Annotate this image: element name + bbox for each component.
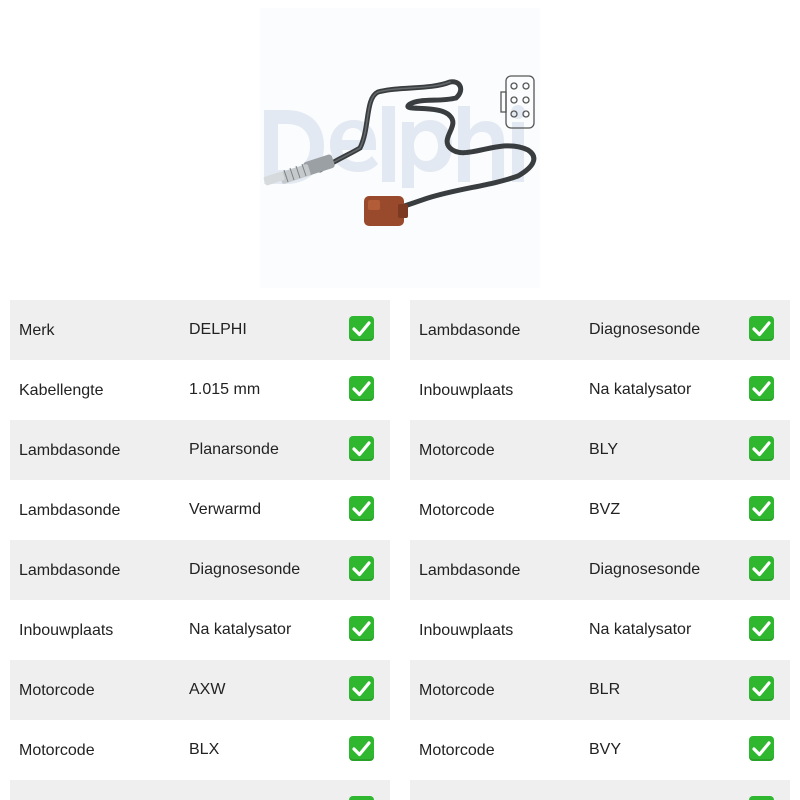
spec-name: Lambdasonde bbox=[419, 322, 521, 339]
connector-plug bbox=[364, 196, 408, 226]
spec-value: Planarsonde bbox=[189, 441, 279, 458]
check-icon bbox=[749, 556, 774, 581]
spec-row bbox=[410, 420, 790, 480]
spec-row bbox=[10, 360, 390, 420]
spec-row bbox=[410, 300, 790, 360]
check-icon bbox=[749, 736, 774, 761]
spec-name: Lambdasonde bbox=[19, 562, 121, 579]
check-icon bbox=[349, 556, 374, 581]
spec-name: Motorcode bbox=[19, 682, 95, 699]
spec-value: BVY bbox=[589, 741, 622, 758]
check-icon bbox=[749, 676, 774, 701]
spec-row bbox=[10, 600, 390, 660]
spec-name: Lambdasonde bbox=[419, 562, 521, 579]
spec-value: Na katalysator bbox=[589, 621, 692, 638]
spec-value: BLX bbox=[189, 741, 220, 758]
spec-row bbox=[410, 600, 790, 660]
spec-row bbox=[10, 300, 390, 360]
spec-row bbox=[410, 360, 790, 420]
spec-row bbox=[410, 780, 790, 800]
spec-row bbox=[10, 720, 390, 780]
check-icon bbox=[349, 616, 374, 641]
spec-row bbox=[10, 480, 390, 540]
spec-value: Na katalysator bbox=[589, 381, 692, 398]
spec-table-right bbox=[410, 300, 790, 800]
spec-value: Na katalysator bbox=[189, 621, 292, 638]
spec-name: Motorcode bbox=[419, 742, 495, 759]
spec-value: BLR bbox=[589, 681, 621, 698]
spec-value: Diagnosesonde bbox=[189, 561, 301, 578]
spec-row bbox=[10, 540, 390, 600]
spec-name: Motorcode bbox=[419, 502, 495, 519]
spec-row bbox=[10, 420, 390, 480]
spec-row bbox=[410, 660, 790, 720]
spec-row bbox=[10, 780, 390, 800]
spec-value: Verwarmd bbox=[189, 501, 262, 518]
spec-name: Inbouwplaats bbox=[419, 622, 514, 639]
spec-value: AXW bbox=[189, 681, 226, 698]
spec-value: 1.015 mm bbox=[189, 381, 261, 398]
spec-row bbox=[10, 660, 390, 720]
check-icon bbox=[349, 376, 374, 401]
check-icon bbox=[749, 436, 774, 461]
check-icon bbox=[749, 796, 774, 800]
spec-value: Diagnosesonde bbox=[589, 561, 701, 578]
lambda-sensor-image bbox=[260, 8, 540, 288]
check-icon bbox=[749, 316, 774, 341]
check-icon bbox=[349, 676, 374, 701]
spec-name: Merk bbox=[19, 322, 55, 339]
check-icon bbox=[349, 796, 374, 800]
check-icon bbox=[349, 496, 374, 521]
spec-name: Inbouwplaats bbox=[419, 382, 514, 399]
spec-value: Diagnosesonde bbox=[589, 321, 701, 338]
spec-row bbox=[410, 720, 790, 780]
check-icon bbox=[349, 736, 374, 761]
spec-name: Lambdasonde bbox=[19, 502, 121, 519]
product-image bbox=[260, 8, 540, 288]
check-icon bbox=[749, 616, 774, 641]
spec-name: Kabellengte bbox=[19, 382, 104, 399]
spec-row bbox=[410, 540, 790, 600]
check-icon bbox=[749, 496, 774, 521]
spec-table-left bbox=[10, 300, 390, 800]
spec-name: Inbouwplaats bbox=[19, 622, 114, 639]
spec-name: Lambdasonde bbox=[19, 442, 121, 459]
spec-row bbox=[410, 480, 790, 540]
spec-value: DELPHI bbox=[189, 321, 247, 338]
spec-value: BVZ bbox=[589, 501, 621, 518]
spec-name: Motorcode bbox=[19, 742, 95, 759]
check-icon bbox=[349, 316, 374, 341]
spec-value: BLY bbox=[589, 441, 619, 458]
check-icon bbox=[749, 376, 774, 401]
spec-name: Motorcode bbox=[419, 442, 495, 459]
spec-name: Motorcode bbox=[419, 682, 495, 699]
check-icon bbox=[349, 436, 374, 461]
